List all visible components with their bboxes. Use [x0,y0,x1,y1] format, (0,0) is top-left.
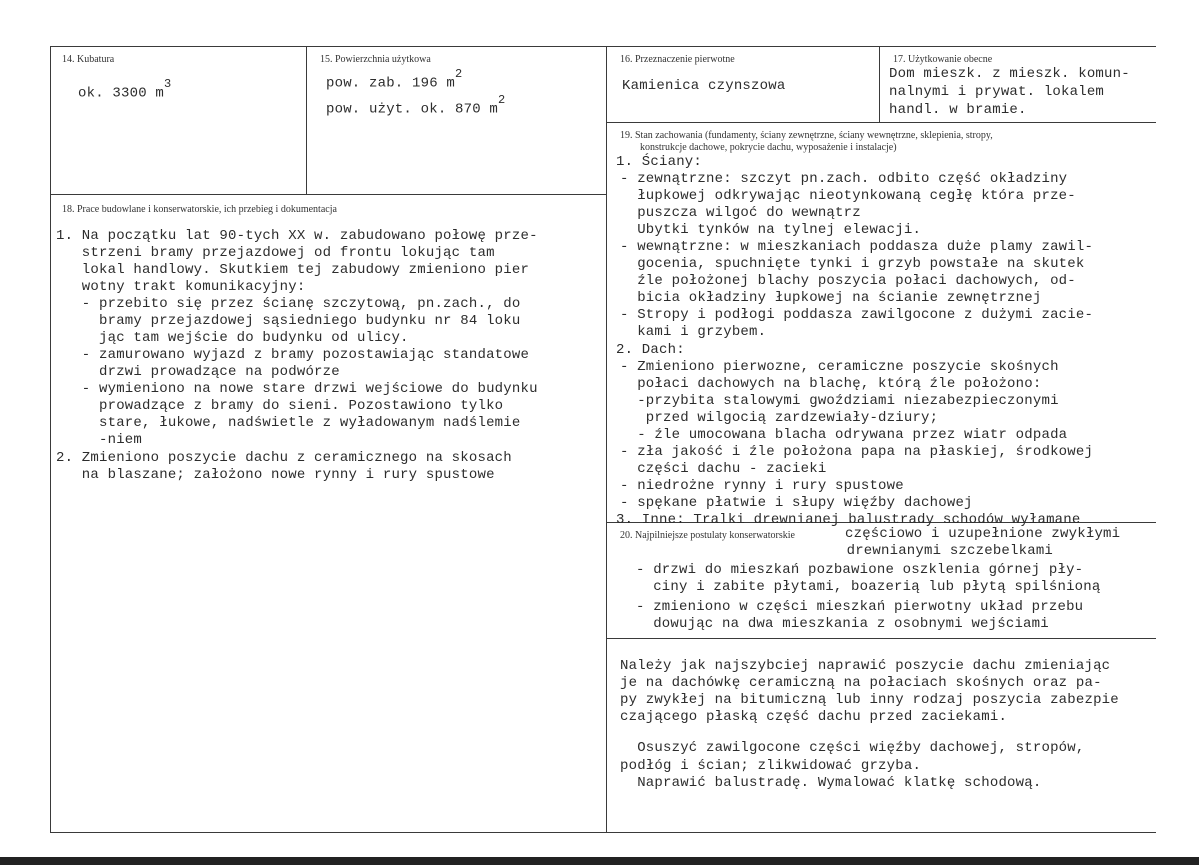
powierzchnia-label: 15. Powierzchnia użytkowa [320,54,431,65]
prace-line: - wymieniono na nowe stare drzwi wejściowe do budynku [56,381,538,397]
divider-16-17 [879,46,880,122]
prace-line: - zamurowano wyjazd z bramy pozostawiając standatowe [56,347,530,363]
prace-line: strzeni bramy przejazdowej od frontu lokując tam [56,245,495,261]
stan-line: -przybita stalowymi gwoździami niezabezpieczonymi [620,393,1059,409]
recommendation-line: je na dachówkę ceramiczną na połaciach skośnych oraz pa- [620,675,1102,691]
stan-line: 1. Ściany: [616,154,703,170]
postulaty-line: drewnianymi szczebelkami [838,543,1054,559]
row-line-16-19 [606,122,1156,123]
recommendation-line: Naprawić balustradę. Wymalować klatkę schodową. [620,775,1042,791]
uzytkowanie-line: nalnymi i prywat. lokalem [889,84,1105,100]
powierzchnia-line1 [326,67,463,92]
stan-line: przed wilgocią zardzewiały-dziury; [620,410,939,426]
stan-line: bicia okładziny łupkowej na ścianie zewnętrznej [620,290,1042,306]
postulaty-line: - drzwi do mieszkań pozbawione oszklenia górnej pły- [636,562,1084,578]
postulaty-label: 20. Najpilniejsze postulaty konserwatorskie [620,530,795,541]
row-line-20-rec [606,638,1156,639]
kubatura-value [78,77,172,102]
prace-line: na blaszane; założono nowe rynny i rury spustowe [56,467,495,483]
powierzchnia-line2 [326,93,506,118]
stan-line: połaci dachowych na blachę, którą źle położono: [620,376,1042,392]
stan-line: - Zmieniono pierwozne, ceramiczne poszycie skośnych [620,359,1059,375]
powierzchnia-line2-sup: 2 [498,93,506,107]
postulaty-line: - zmieniono w części mieszkań pierwotny układ przebu [636,599,1084,615]
stan-label-line: 19. Stan zachowania (fundamenty, ściany zewnętrzne, ściany wewnętrzne, sklepienia, stropy, [620,130,993,141]
stan-line: 2. Dach: [616,342,685,358]
kubatura-value-text: ok. 3300 m [78,85,165,102]
kubatura-label: 14. Kubatura [62,54,115,65]
stan-label-line: konstrukcje dachowe, pokrycie dachu, wyposażenie i instalacje) [640,142,897,153]
prace-line: - przebito się przez ścianę szczytową, pn.zach., do [56,296,521,312]
postulaty-line: częściowo i uzupełnione zwykłymi [845,526,1121,542]
divider-14-15 [306,46,307,194]
stan-line: Ubytki tynków na tylnej elewacji. [620,222,922,238]
prace-line: 1. Na początku lat 90-tych XX w. zabudowano połowę prze- [56,228,538,244]
powierzchnia-line1-sup: 2 [455,67,463,81]
postulaty-line: ciny i zabite płytami, boazerią lub płytą spilśnioną [636,579,1101,595]
stan-line: źle położonej blachy poszycia połaci dachowych, od- [620,273,1076,289]
uzytkowanie-line: handl. w bramie. [889,102,1027,118]
kubatura-unit-sup: 3 [164,77,172,91]
stan-line: - Stropy i podłogi poddasza zawilgocone z dużymi zacie- [620,307,1094,323]
stan-line: - zewnątrzne: szczyt pn.zach. odbito część okładziny [620,171,1068,187]
divider-left-right [606,46,607,833]
stan-line: gocenia, spuchnięte tynki i grzyb powstałe na skutek [620,256,1085,272]
stan-line: kami i grzybem. [620,324,767,340]
prace-line: prowadzące z bramy do sieni. Pozostawiono tylko [56,398,504,414]
recommendation-line: py zwykłej na bitumiczną lub inny rodzaj poszycia zabezpie [620,692,1119,708]
prace-line: lokal handlowy. Skutkiem tej zabudowy zmieniono pier [56,262,530,278]
frame-top-line [50,46,1156,47]
scan-bottom-edge [0,857,1199,865]
row-line-left-18 [50,194,606,195]
powierzchnia-line2-text: pow. użyt. ok. 870 m [326,101,499,118]
recommendation-line: Osuszyć zawilgocone części więźby dachowej, stropów, [620,740,1085,756]
przeznaczenie-value: Kamienica czynszowa [622,78,786,94]
prace-line: drzwi prowadzące na podwórze [56,364,340,380]
prace-line: 2. Zmieniono poszycie dachu z ceramicznego na skosach [56,450,512,466]
prace-line: bramy przejazdowej sąsiedniego budynku nr 84 loku [56,313,521,329]
stan-line: łupkowej odkrywając nieotynkowaną cegłę która prze- [620,188,1076,204]
stan-line: - wewnątrzne: w mieszkaniach poddasza duże plamy zawil- [620,239,1094,255]
stan-line: - niedrożne rynny i rury spustowe [620,478,904,494]
frame-left-line [50,46,51,833]
uzytkowanie-line: Dom mieszk. z mieszk. komun- [889,66,1130,82]
prace-line: jąc tam wejście do budynku od ulicy. [56,330,409,346]
stan-line: części dachu - zacieki [620,461,827,477]
stan-line: - źle umocowana blacha odrywana przez wiatr odpada [620,427,1068,443]
uzytkowanie-label: 17. Użytkowanie obecne [893,54,993,65]
stan-line: - zła jakość i źle położona papa na płaskiej, środkowej [620,444,1094,460]
postulaty-line: dowując na dwa mieszkania z osobnymi wejściami [636,616,1049,632]
stan-line: 3. Inne: Tralki drewnianej balustrady schodów wyłamane [616,512,1081,528]
prace-label: 18. Prace budowlane i konserwatorskie, ich przebieg i dokumentacja [62,204,337,215]
przeznaczenie-label: 16. Przeznaczenie pierwotne [620,54,735,65]
prace-line: -niem [56,432,143,448]
stan-line: puszcza wilgoć do wewnątrz [620,205,861,221]
recommendation-line: podłóg i ścian; zlikwidować grzyba. [620,758,922,774]
prace-line: wotny trakt komunikacyjny: [56,279,306,295]
recommendation-line: czającego płaską część dachu przed zaciekami. [620,709,1008,725]
powierzchnia-line1-text: pow. zab. 196 m [326,75,456,92]
prace-line: stare, łukowe, nadświetle z wyładowanym nadślemie [56,415,521,431]
stan-line: - spękane płatwie i słupy więźby dachowej [620,495,973,511]
frame-bottom-line [50,832,1156,833]
recommendation-line: Należy jak najszybciej naprawić poszycie dachu zmieniając [620,658,1111,674]
